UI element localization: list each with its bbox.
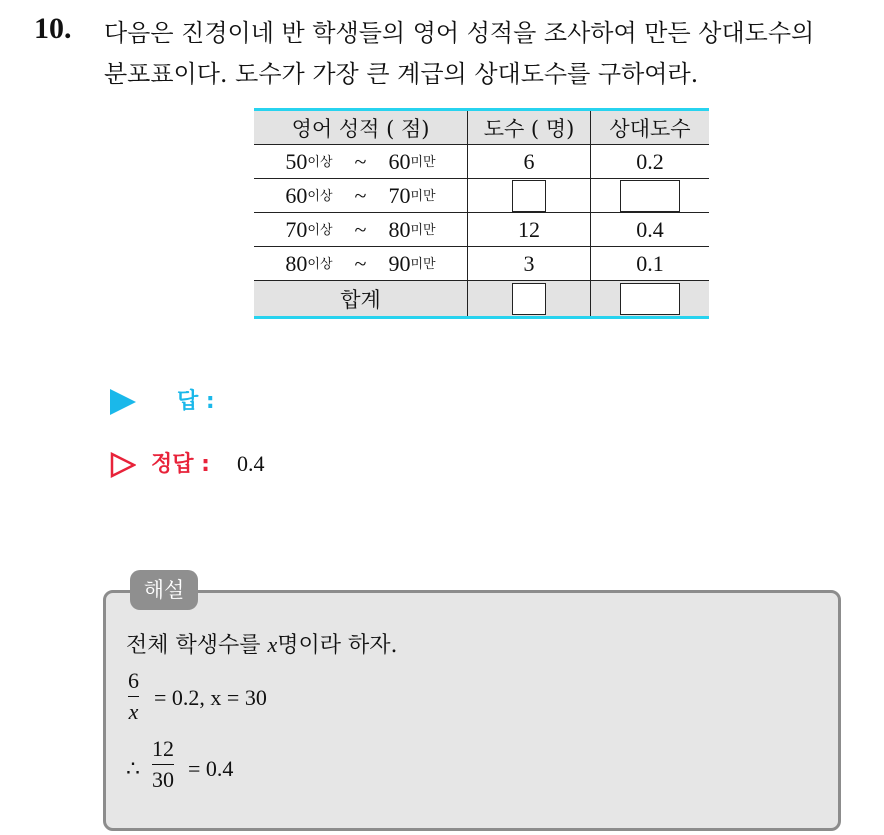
score-range: 60 $^{이상}$ ~ 70 $^{미만}$ <box>254 179 468 213</box>
answer-row <box>110 384 215 415</box>
score-range: 50 $^{이상}$ ~ 60 $^{미만}$ <box>254 145 468 179</box>
frequency-cell: 3 <box>468 247 591 281</box>
correct-answer-row <box>110 447 264 478</box>
total-relative-blank-cell <box>591 281 710 318</box>
fraction-6-over-x: 6 x <box>128 668 139 724</box>
table-total-row <box>254 281 709 318</box>
question-number: 10. <box>34 12 72 45</box>
blank-box <box>512 283 546 315</box>
blank-box <box>620 283 680 315</box>
outline-triangle-icon <box>110 452 136 478</box>
table-row <box>254 213 709 247</box>
equation-1: = 0.2, x = 30 <box>154 685 267 710</box>
total-label: 합계 <box>254 281 468 318</box>
table-row <box>254 145 709 179</box>
score-range: 80 $^{이상}$ ~ 90 $^{미만}$ <box>254 247 468 281</box>
score-range: 70 $^{이상}$ ~ 80 $^{미만}$ <box>254 213 468 247</box>
question-text-line-1: 다음은 진경이네 반 학생들의 영어 성적을 조사하여 만든 상대도수의 <box>104 19 815 47</box>
relative-frequency-table <box>254 108 709 319</box>
correct-answer-value: 0.4 <box>236 451 265 476</box>
therefore-symbol: ∴ <box>126 756 140 781</box>
relative-frequency-cell: 0.4 <box>591 213 710 247</box>
correct-answer-label: 정답 : <box>151 452 210 477</box>
total-frequency-blank-cell <box>468 281 591 318</box>
answer-label: 답 : <box>177 389 215 414</box>
header-score: 영어 성적 ( 점) <box>254 110 468 145</box>
table-row <box>254 179 709 213</box>
fraction-12-over-30: 12 30 <box>152 736 174 792</box>
table-header-row <box>254 110 709 145</box>
relative-frequency-cell: 0.2 <box>591 145 710 179</box>
frequency-blank-cell <box>468 179 591 213</box>
solution-line-1: 전체 학생수를 x명이라 하자. <box>126 632 398 658</box>
frequency-cell: 12 <box>468 213 591 247</box>
header-frequency: 도수 ( 명) <box>468 110 591 145</box>
blank-box <box>512 180 546 212</box>
header-relative-frequency: 상대도수 <box>591 110 710 145</box>
play-triangle-icon <box>110 389 136 415</box>
blank-box <box>620 180 680 212</box>
question-text-line-2: 분포표이다. 도수가 가장 큰 계급의 상대도수를 구하여라. <box>104 60 699 88</box>
solution-tab: 해설 <box>130 570 198 610</box>
equation-2: = 0.4 <box>188 756 234 781</box>
frequency-cell: 6 <box>468 145 591 179</box>
relative-frequency-blank-cell <box>591 179 710 213</box>
table-row <box>254 247 709 281</box>
relative-frequency-cell: 0.1 <box>591 247 710 281</box>
